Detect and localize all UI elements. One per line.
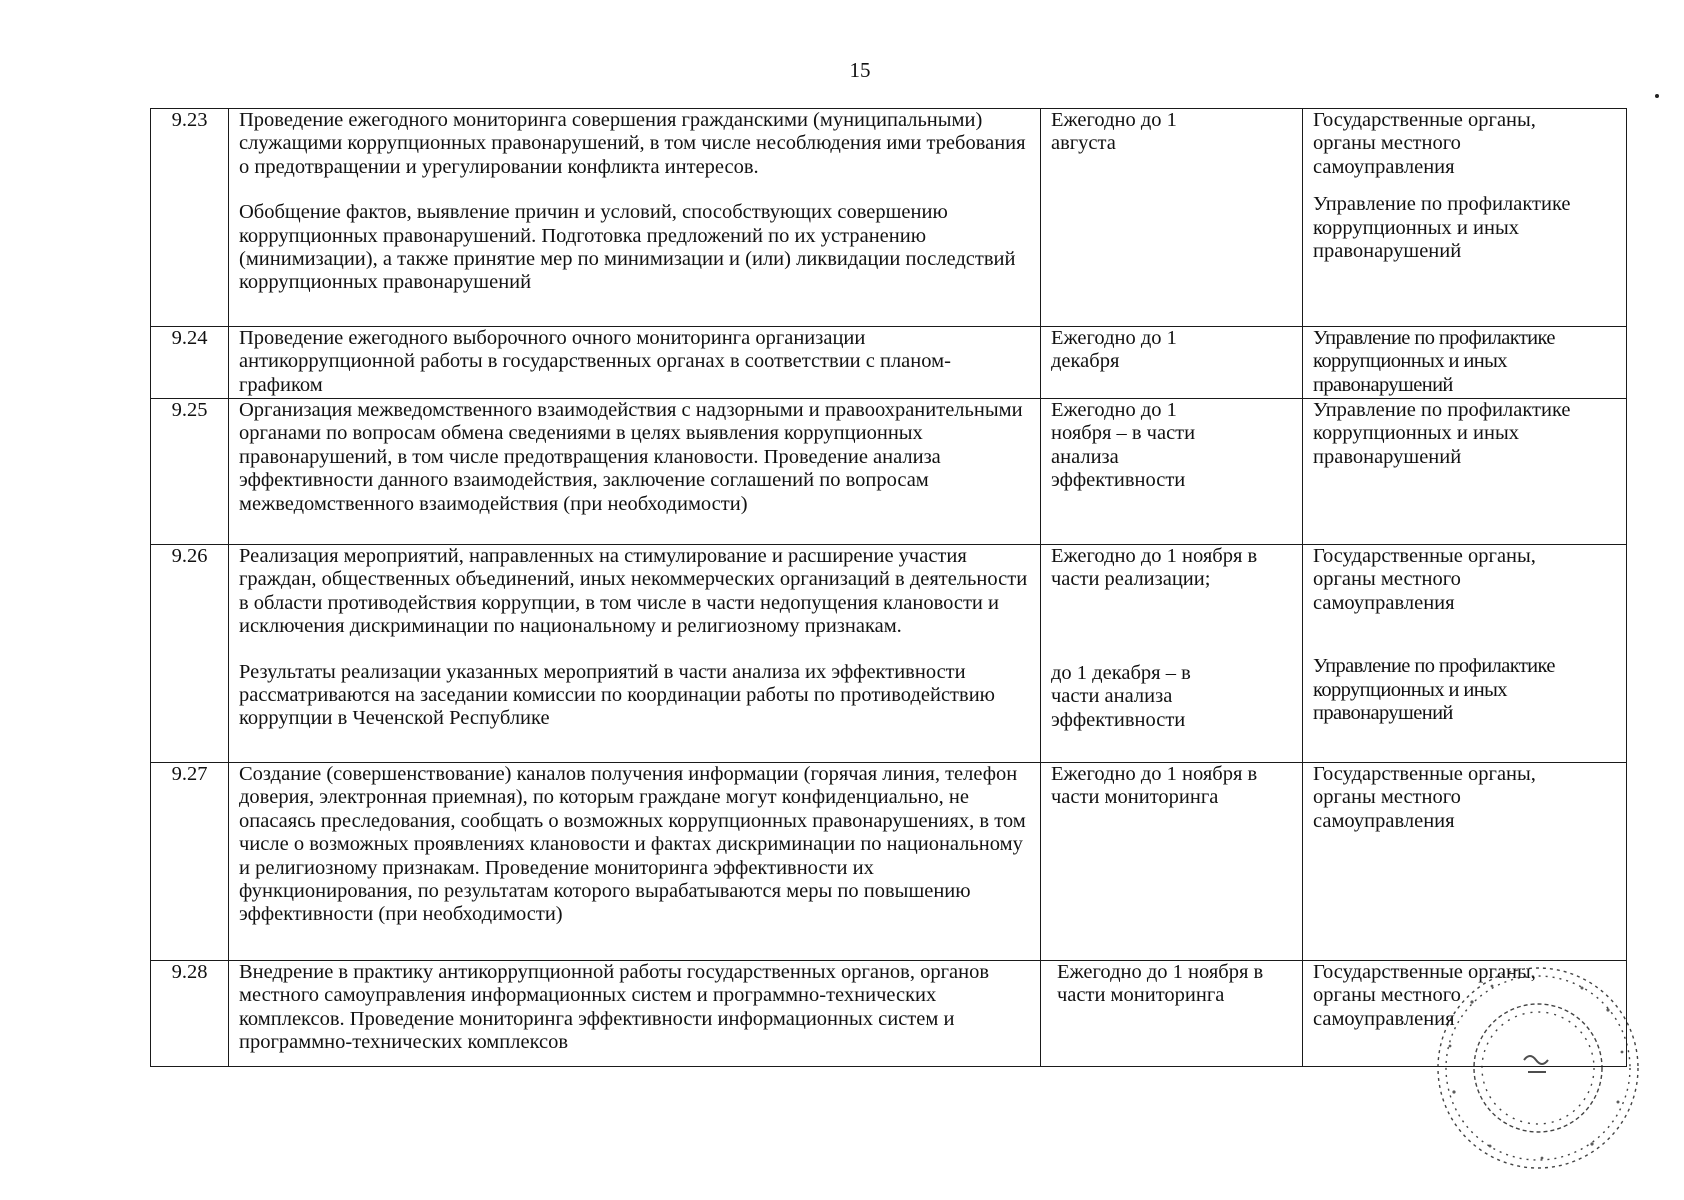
deadline-cell [1041, 961, 1303, 1067]
responsible-text: Управление по профилактике коррупционных и иных правонарушений [1313, 399, 1571, 468]
responsible-cell [1303, 109, 1627, 327]
action-plan-table [150, 108, 1627, 1067]
table-row [151, 399, 1627, 545]
description-paragraph: Результаты реализации указанных мероприятий в части анализа их эффективности рассматриваются на заседании комиссии по координации работы по противодействию коррупции в Чеченской Республике [239, 660, 995, 730]
deadline-cell [1041, 109, 1303, 327]
table-row [151, 327, 1627, 399]
measure-description [229, 327, 1041, 399]
responsible-cell [1303, 545, 1627, 763]
responsible-cell [1303, 763, 1627, 961]
measure-description [229, 399, 1041, 545]
table-row [151, 763, 1627, 961]
description-paragraph: Обобщение фактов, выявление причин и условий, способствующих совершению коррупционных правонарушений. Подготовка предложений по их устранению (минимизации), а также принятие мер по минимизации и (или) ликвидации последствий коррупционных правонарушений [239, 201, 1016, 294]
row-number: 9.23 [151, 109, 229, 327]
responsible-text: Государственные органы, органы местного самоуправления [1313, 763, 1536, 832]
description-paragraph: Внедрение в практику антикоррупционной работы государственных органов, органов местного самоуправления информационных систем и программно-технических комплексов. Проведение мониторинга эффективности информационных систем и программно-технических комплексов [239, 961, 990, 1054]
measure-description [229, 961, 1041, 1067]
deadline-cell [1041, 763, 1303, 961]
deadline-cell [1041, 399, 1303, 545]
description-paragraph: Реализация мероприятий, направленных на стимулирование и расширение участия граждан, общественных объединений, иных некоммерческих организаций в деятельности в области противодействия коррупции, в том числе в части недопущения клановости и исключения дискриминации по национальному и религиозному признакам. [239, 545, 1028, 638]
deadline-cell [1041, 327, 1303, 399]
description-paragraph: Создание (совершенствование) каналов получения информации (горячая линия, телефон доверия, электронная приемная), по которым граждане могут конфиденциально, не опасаясь преследования, сообщать о возможных коррупционных правонарушениях, в том числе о возможных проявлениях клановости и фактах дискриминации по национальному и религиозному признакам. Проведение мониторинга эффективности их функционирования, по результатам которого вырабатываются меры по повышению эффективности (при необходимости) [239, 763, 1026, 926]
description-paragraph: Проведение ежегодного выборочного очного мониторинга организации антикоррупционной работы в государственных органах в соответствии с планом-графиком [239, 327, 951, 396]
table-row [151, 545, 1627, 763]
responsible-text: Управление по профилактике коррупционных и иных правонарушений [1313, 193, 1571, 263]
row-number: 9.24 [151, 327, 229, 399]
deadline-cell [1041, 545, 1303, 763]
responsible-text: Государственные органы, органы местного самоуправления [1313, 109, 1536, 178]
table-row [151, 109, 1627, 327]
deadline-text: Ежегодно до 1 ноября в части мониторинга [1051, 763, 1258, 809]
row-number: 9.26 [151, 545, 229, 763]
responsible-text: Государственные органы, органы местного самоуправления [1313, 961, 1536, 1030]
table-row [151, 961, 1627, 1067]
deadline-text: Ежегодно до 1 ноября в части реализации; [1051, 545, 1258, 591]
measure-description [229, 763, 1041, 961]
deadline-text: до 1 декабря – в части анализа эффективности [1051, 661, 1191, 731]
responsible-text: Государственные органы, органы местного самоуправления [1313, 545, 1536, 614]
responsible-cell [1303, 961, 1627, 1067]
responsible-text: Управление по профилактике коррупционных и иных правонарушений [1313, 655, 1555, 725]
row-number: 9.27 [151, 763, 229, 961]
deadline-text: Ежегодно до 1 ноября в части мониторинга [1057, 961, 1264, 1007]
description-paragraph: Проведение ежегодного мониторинга совершения гражданскими (муниципальными) служащими коррупционных правонарушений, в том числе несоблюдения ими требования о предотвращении и урегулировании конфликта интересов. [239, 109, 1026, 178]
deadline-text: Ежегодно до 1 августа [1051, 109, 1177, 155]
margin-mark [1655, 94, 1659, 98]
description-paragraph: Организация межведомственного взаимодействия с надзорными и правоохранительными органами по вопросам обмена сведениями в целях выявления коррупционных правонарушений, в том числе предотвращения клановости. Проведение анализа эффективности данного взаимодействия, заключение соглашений по вопросам межведомственного взаимодействия (при необходимости) [239, 399, 1023, 515]
responsible-text: Управление по профилактике коррупционных и иных правонарушений [1313, 327, 1555, 396]
responsible-cell [1303, 399, 1627, 545]
page-number: 15 [849, 58, 871, 82]
deadline-text: Ежегодно до 1 ноября – в части анализа эффективности [1051, 399, 1196, 492]
measure-description [229, 545, 1041, 763]
row-number: 9.25 [151, 399, 229, 545]
measure-description [229, 109, 1041, 327]
responsible-cell [1303, 327, 1627, 399]
deadline-text: Ежегодно до 1 декабря [1051, 327, 1177, 373]
row-number: 9.28 [151, 961, 229, 1067]
